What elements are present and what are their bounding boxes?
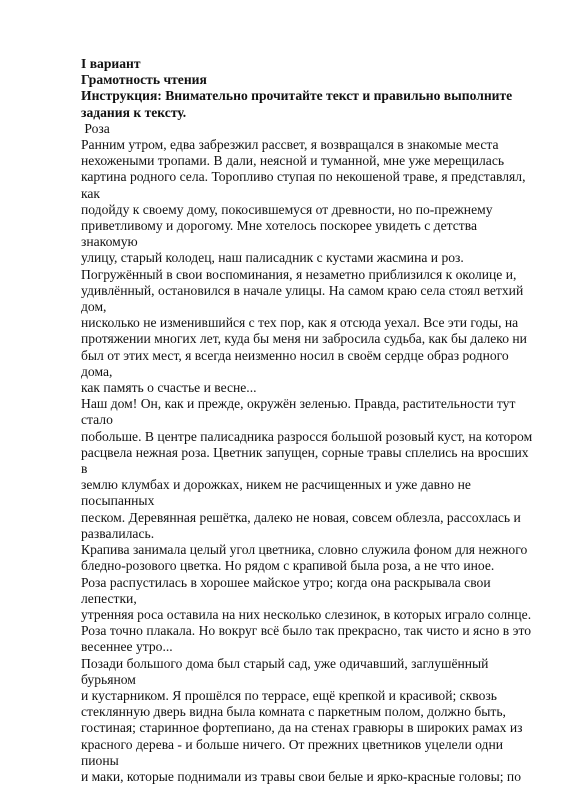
text-line: удивлённый, остановился в начале улицы. На самом краю села стоял ветхий: [81, 282, 524, 298]
text-line: побольше. В центре палисадника разросся большой розовый куст, на котором: [81, 428, 533, 444]
text-line: нехожеными тропами. В дали, неясной и туманной, мне уже мерещилась: [81, 153, 505, 169]
text-line: посыпанных: [81, 493, 155, 509]
text-line: картина родного села. Торопливо ступая по некошеной траве, я представлял,: [81, 169, 526, 185]
text-line: стало: [81, 412, 113, 428]
text-line: весеннее утро...: [81, 639, 173, 655]
text-line: в: [81, 461, 88, 477]
instruction-line-2: задания к тексту.: [81, 104, 187, 120]
text-line: Погружённый в свои воспоминания, я незаметно приблизился к околице и,: [81, 266, 517, 282]
subject-heading: Грамотность чтения: [81, 72, 207, 88]
text-line: протяжении многих лет, куда бы меня ни забросила судьба, как бы далеко ни: [81, 331, 527, 347]
text-line: Роза распустилась в хорошее майское утро; когда она раскрывала свои: [81, 574, 491, 590]
text-line: дома,: [81, 363, 113, 379]
text-line: и кустарником. Я прошёлся по террасе, ещё крепкой и красивой; сквозь: [81, 687, 498, 703]
text-line: стеклянную дверь видна была комната с паркетным полом, должно быть,: [81, 704, 506, 720]
text-line: землю клумбах и дорожках, никем не расчищенных и уже давно не: [81, 477, 471, 493]
text-line: знакомую: [81, 234, 138, 250]
text-line: нисколько не изменившийся с тех пор, как я отсюда уехал. Все эти годы, на: [81, 315, 519, 331]
text-line: бурьяном: [81, 671, 136, 687]
variant-heading: I вариант: [81, 56, 141, 71]
text-line: Позади большого дома был старый сад, уже одичавший, заглушённый: [81, 655, 489, 671]
document-page: [81, 56, 531, 785]
text-title: Роза: [81, 120, 110, 136]
text-line: лепестки,: [81, 590, 137, 606]
text-line: как память о счастье и весне...: [81, 380, 257, 396]
text-line: был от этих мест, я всегда неизменно носил в своём сердце образ родного: [81, 347, 509, 363]
text-line: песком. Деревянная решётка, далеко не новая, совсем облезла, рассохлась и: [81, 509, 521, 525]
text-line: развалилась.: [81, 525, 155, 541]
text-line: гостиная; старинное фортепиано, да на стенах гравюры в широких рамах из: [81, 720, 523, 736]
instruction-line-1: Инструкция: Внимательно прочитайте текст и правильно выполните: [81, 88, 513, 104]
text-line: приветливому и дорогому. Мне хотелось поскорее увидеть с детства: [81, 218, 477, 234]
text-line: подойду к своему дому, покосившемуся от древности, но по-прежнему: [81, 201, 493, 217]
text-line: дом,: [81, 299, 107, 315]
text-line: Ранним утром, едва забрезжил рассвет, я возвращался в знакомые места: [81, 137, 499, 153]
text-line: пионы: [81, 752, 119, 768]
text-line: Крапива занимала целый угол цветника, словно служила фоном для нежного: [81, 542, 528, 558]
text-line: и маки, которые поднимали из травы свои белые и ярко-красные головы; по: [81, 768, 521, 784]
text-body: [81, 137, 531, 785]
text-line: красного дерева - и больше ничего. От прежних цветников уцелели одни: [81, 736, 504, 752]
text-line: бледно-розового цветка. Но рядом с крапивой была роза, а не что иное.: [81, 558, 495, 574]
text-line: Роза точно плакала. Но вокруг всё было так прекрасно, так чисто и ясно в это: [81, 623, 532, 639]
text-line: улицу, старый колодец, наш палисадник с кустами жасмина и роз.: [81, 250, 464, 266]
text-line: утренняя роса оставила на них несколько слезинок, в которых играло солнце.: [81, 606, 532, 622]
text-line: Наш дом! Он, как и прежде, окружён зеленью. Правда, растительности тут: [81, 396, 516, 412]
text-line: как: [81, 185, 101, 201]
text-line: расцвела нежная роза. Цветник запущен, сорные травы сплелись на вросших: [81, 444, 529, 460]
